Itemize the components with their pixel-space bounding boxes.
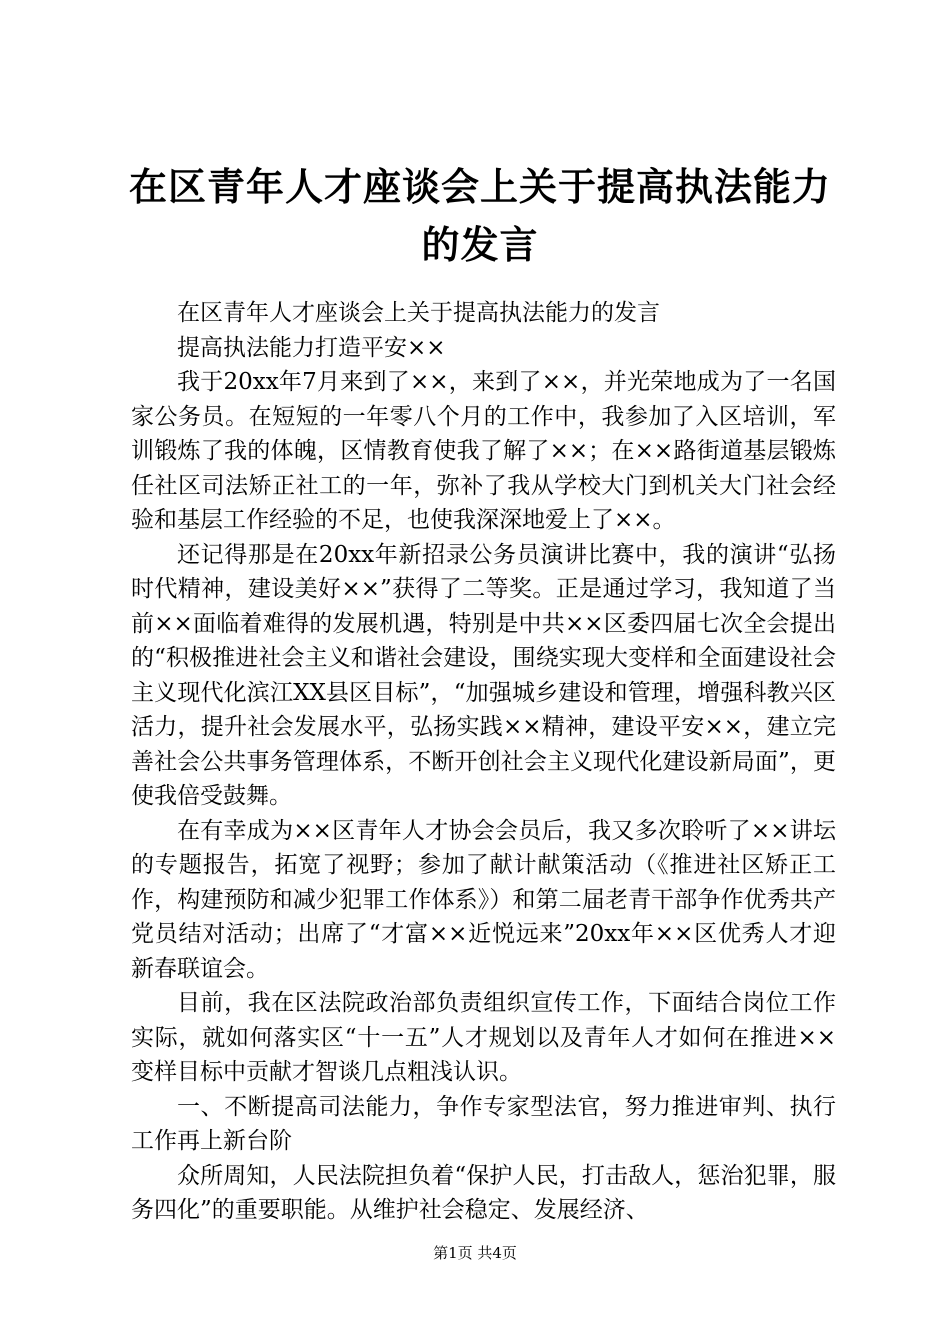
paragraph: 众所周知，人民法院担负着“保护人民，打击敌人，惩治犯罪，服务四化”的重要职能。从维护社会稳定、发展经济、 [131,1162,836,1223]
paragraph: 在有幸成为××区青年人才协会会员后，我又多次聆听了××讲坛的专题报告，拓宽了视野；参加了献计献策活动（《推进社区矫正工作，构建预防和减少犯罪工作体系》）和第二届老青干部争作优秀共产党员结对活动；出席了“才富××近悦远来”20xx年××区优秀人才迎新春联谊会。 [131,817,836,982]
paragraph: 在区青年人才座谈会上关于提高执法能力的发言 [177,300,660,326]
document-body [131,296,836,1228]
paragraph: 一、不断提高司法能力，争作专家型法官，努力推进审判、执行工作再上新台阶 [131,1093,836,1154]
page-number-footer: 第1页 共4页 [433,1244,517,1262]
paragraph: 目前，我在区法院政治部负责组织宣传工作，下面结合岗位工作实际，就如何落实区“十一五”人才规划以及青年人才如何在推进××变样目标中贡献才智谈几点粗浅认识。 [131,990,836,1085]
paragraph: 我于20xx年7月来到了××，来到了××，并光荣地成为了一名国家公务员。在短短的一年零八个月的工作中，我参加了入区培训，军训锻炼了我的体魄，区情教育使我了解了××；在××路街道基层锻炼任社区司法矫正社工的一年，弥补了我从学校大门到机关大门社会经验和基层工作经验的不足，也使我深深地爱上了××。 [131,369,836,533]
document-title: 在区青年人才座谈会上关于提高执法能力的发言 [128,164,831,267]
paragraph: 提高执法能力打造平安×× [177,334,446,361]
paragraph: 还记得那是在20xx年新招录公务员演讲比赛中，我的演讲“弘扬时代精神，建设美好××”获得了二等奖。正是通过学习，我知道了当前××面临着难得的发展机遇，特别是中共××区委四届七次全会提出的“积极推进社会主义和谐社会建设，围绕实现大变样和全面建设社会主义现代化滨江XX县区目标”，“加强城乡建设和管理，增强科教兴区活力，提升社会发展水平，弘扬实践××精神，建设平安××，建立完善社会公共事务管理体系，不断开创社会主义现代化建设新局面”，更使我倍受鼓舞。 [131,541,836,809]
